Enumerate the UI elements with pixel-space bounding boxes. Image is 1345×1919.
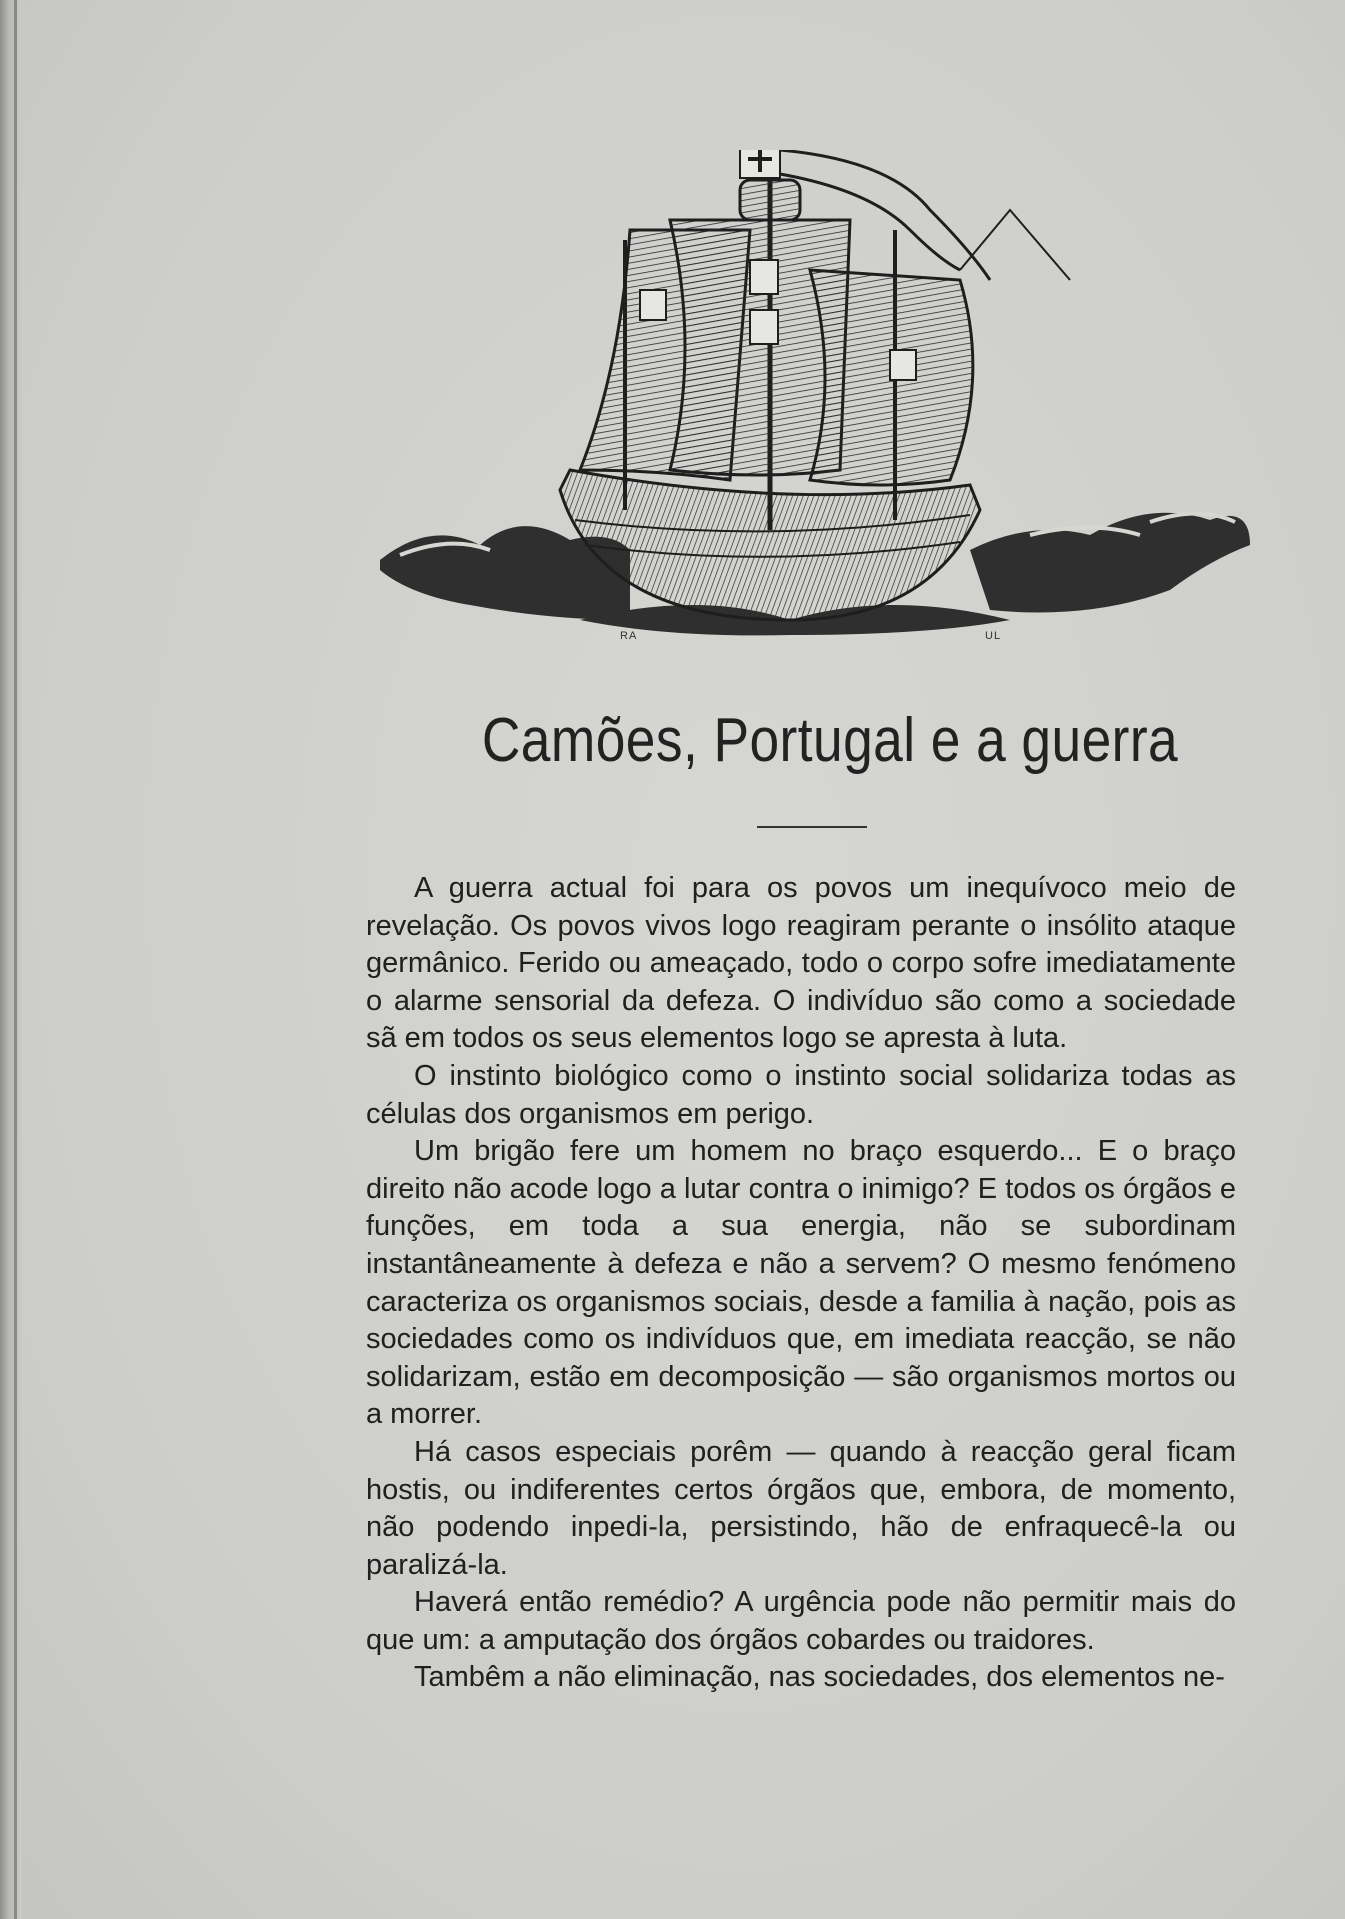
title-divider bbox=[757, 826, 867, 828]
paragraph: Um brigão fere um homem no braço esquerdo... E o braço direito não acode logo a lutar contra o inimigo? E todos os órgãos e funções, em toda a sua energia, não se subordinam instantâneamente à defeza e não a servem? O mesmo fenómeno caracteriza os organismos sociais, desde a familia à nação, pois as sociedades como os indivíduos que, em imediata reacção, se não solidarizam, estão em decomposição — são organismos mortos ou a morrer. bbox=[366, 1135, 1236, 1431]
caravel-ship-icon bbox=[370, 150, 1260, 650]
paragraph: O instinto biológico como o instinto social solidariza todas as células dos organismos em perigo. bbox=[366, 1059, 1236, 1130]
article-title: Camões, Portugal e a guerra bbox=[481, 706, 1179, 775]
paragraph: A guerra actual foi para os povos um inequívoco meio de revelação. Os povos vivos logo reagiram perante o insólito ataque germânico. Ferido ou ameaçado, todo o corpo sofre imediatamente o alarme sensorial da defeza. O indivíduo são como a sociedade sã em todos os seus elementos logo se apresta à luta. bbox=[366, 872, 1236, 1055]
article-body bbox=[366, 870, 1236, 1697]
paragraph: Há casos especiais porêm — quando à reacção geral ficam hostis, ou indiferentes certos órgãos que, embora, de momento, não podendo inpedi-la, persistindo, hão de enfraquecê-la ou paralizá-la. bbox=[366, 1435, 1236, 1581]
book-spine-shadow bbox=[0, 0, 22, 1919]
paragraph: Tambêm a não eliminação, nas sociedades, dos elementos ne- bbox=[414, 1661, 1225, 1694]
caravel-illustration bbox=[370, 150, 1260, 650]
illustrator-signature-right: UL bbox=[985, 630, 1002, 642]
paragraph: Haverá então remédio? A urgência pode não permitir mais do que um: a amputação dos órgãos cobardes ou traidores. bbox=[366, 1586, 1236, 1656]
binding-edge bbox=[14, 0, 17, 1919]
illustrator-signature-left: RA bbox=[620, 630, 638, 642]
